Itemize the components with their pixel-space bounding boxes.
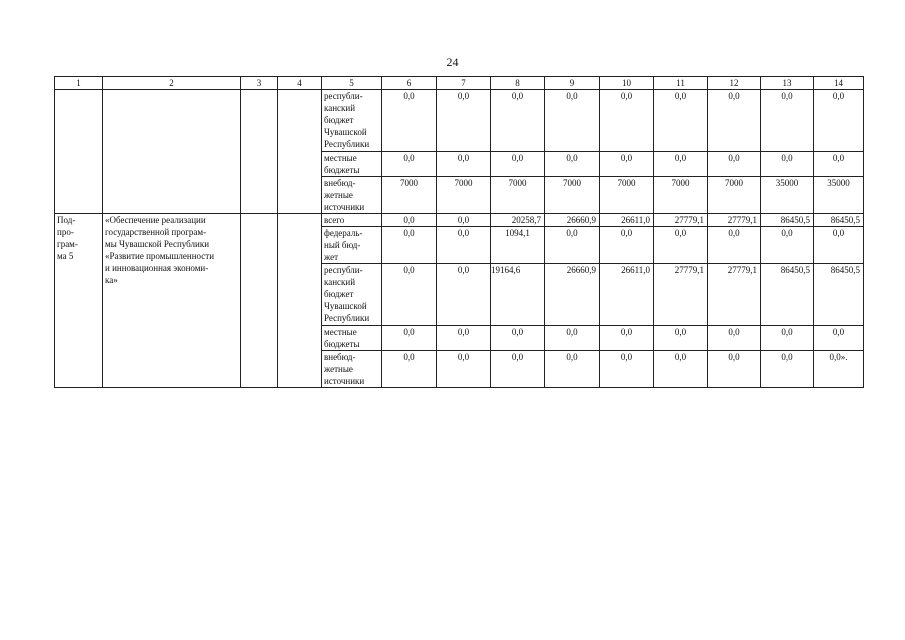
value-cell: 26660,9 <box>545 264 600 326</box>
value-cell: 0,0 <box>814 326 864 351</box>
value-cell: 20258,7 <box>491 214 545 227</box>
value-cell: 0,0 <box>545 227 600 264</box>
funding-source-line: бюджеты <box>324 165 360 175</box>
subprogram-title-line: государственной програм- <box>105 227 207 237</box>
subprogram-label-line: Под- <box>57 215 76 225</box>
value-cell: 0,0 <box>437 152 491 177</box>
value-cell: 86450,5 <box>814 214 864 227</box>
empty-cell <box>278 90 322 214</box>
funding-source-line: Республики <box>324 139 370 149</box>
value-cell: 0,0 <box>600 90 654 152</box>
funding-source-line: республи- <box>324 265 363 275</box>
funding-source-line: бюджет <box>324 289 354 299</box>
column-header: 14 <box>814 77 864 90</box>
value-cell: 0,0 <box>545 326 600 351</box>
value-cell: 0,0 <box>761 152 814 177</box>
value-cell: 0,0 <box>437 326 491 351</box>
value-cell: 0,0 <box>545 90 600 152</box>
value-cell: 7000 <box>600 177 654 214</box>
value-cell: 27779,1 <box>708 214 761 227</box>
value-cell: 0,0 <box>654 351 708 388</box>
funding-source-line: жетные <box>324 364 353 374</box>
value-cell: 86450,5 <box>761 214 814 227</box>
value-cell: 0,0 <box>654 90 708 152</box>
value-cell: 0,0 <box>382 326 437 351</box>
column-header: 9 <box>545 77 600 90</box>
funding-source-line: жет <box>324 252 339 262</box>
value-cell: 0,0 <box>600 152 654 177</box>
value-cell: 0,0 <box>654 152 708 177</box>
column-header: 6 <box>382 77 437 90</box>
empty-cell <box>55 90 103 214</box>
subprogram-label-line: про- <box>57 227 74 237</box>
funding-source-line: внебюд- <box>324 352 356 362</box>
funding-source-cell <box>322 177 382 214</box>
funding-source-line: ный бюд- <box>324 240 361 250</box>
funding-source-line: источники <box>324 376 365 386</box>
column-header: 10 <box>600 77 654 90</box>
value-cell: 0,0 <box>761 90 814 152</box>
funding-source-cell <box>322 152 382 177</box>
value-cell: 0,0 <box>545 351 600 388</box>
funding-source-line: бюджет <box>324 115 354 125</box>
column-header: 5 <box>322 77 382 90</box>
value-cell: 86450,5 <box>761 264 814 326</box>
value-cell: 35000 <box>814 177 864 214</box>
column-header: 1 <box>55 77 103 90</box>
funding-source-line: внебюд- <box>324 178 356 188</box>
value-cell: 0,0 <box>600 326 654 351</box>
value-cell: 86450,5 <box>814 264 864 326</box>
column-header: 7 <box>437 77 491 90</box>
value-cell: 0,0 <box>761 326 814 351</box>
value-cell: 0,0 <box>708 152 761 177</box>
value-cell: 7000 <box>382 177 437 214</box>
funding-source-line: местные <box>324 327 357 337</box>
empty-cell <box>241 90 278 214</box>
value-cell: 26660,9 <box>545 214 600 227</box>
value-cell: 0,0 <box>437 351 491 388</box>
funding-source-cell <box>322 227 382 264</box>
funding-source-line: всего <box>324 215 345 225</box>
page-number: 24 <box>446 55 459 69</box>
value-cell: 0,0 <box>708 227 761 264</box>
column-header: 13 <box>761 77 814 90</box>
value-cell: 0,0 <box>382 152 437 177</box>
funding-source-cell <box>322 264 382 326</box>
subprogram-label-line: ма 5 <box>57 251 74 261</box>
column-header: 11 <box>654 77 708 90</box>
subprogram-title-line: «Обеспечение реализации <box>105 215 206 225</box>
value-cell: 0,0 <box>600 351 654 388</box>
value-cell: 27779,1 <box>708 264 761 326</box>
value-cell: 0,0 <box>814 90 864 152</box>
value-cell: 27779,1 <box>654 264 708 326</box>
subprogram-title-line: и инновационная экономи- <box>105 263 209 273</box>
value-cell: 0,0 <box>708 326 761 351</box>
funding-source-line: Республики <box>324 313 370 323</box>
funding-source-line: местные <box>324 153 357 163</box>
subprogram-title-line: ка» <box>105 275 118 285</box>
subprogram-title-line: «Развитие промышленности <box>105 251 215 261</box>
subprogram-title-line: мы Чувашской Республики <box>105 239 210 249</box>
value-cell: 19164,6 <box>491 264 545 326</box>
subprogram-label-cell <box>55 214 103 388</box>
column-header: 12 <box>708 77 761 90</box>
funding-source-line: республи- <box>324 91 363 101</box>
budget-table <box>54 76 864 388</box>
value-cell: 0,0 <box>437 264 491 326</box>
value-cell: 26611,0 <box>600 264 654 326</box>
value-cell: 0,0 <box>654 227 708 264</box>
funding-source-line: федераль- <box>324 228 363 238</box>
value-cell: 35000 <box>761 177 814 214</box>
funding-source-line: канский <box>324 103 356 113</box>
value-cell: 0,0 <box>761 227 814 264</box>
funding-source-line: Чувашской <box>324 301 367 311</box>
value-cell: 0,0 <box>382 227 437 264</box>
value-cell: 0,0 <box>382 90 437 152</box>
subprogram-title-cell <box>103 214 241 388</box>
value-cell: 1094,1 <box>491 227 545 264</box>
value-cell: 0,0 <box>654 326 708 351</box>
value-cell: 0,0 <box>491 152 545 177</box>
value-cell: 0,0 <box>600 227 654 264</box>
subprogram-label-line: грам- <box>57 239 78 249</box>
value-cell: 7000 <box>708 177 761 214</box>
column-header: 8 <box>491 77 545 90</box>
value-cell: 0,0 <box>491 90 545 152</box>
value-cell: 27779,1 <box>654 214 708 227</box>
value-cell: 0,0 <box>382 264 437 326</box>
funding-source-line: Чувашской <box>324 127 367 137</box>
value-cell: 0,0 <box>437 214 491 227</box>
value-cell: 0,0 <box>545 152 600 177</box>
column-header: 4 <box>278 77 322 90</box>
value-cell: 0,0 <box>491 351 545 388</box>
column-header: 2 <box>103 77 241 90</box>
value-cell: 0,0 <box>761 351 814 388</box>
value-cell: 0,0 <box>814 227 864 264</box>
value-cell: 26611,0 <box>600 214 654 227</box>
value-cell: 0,0 <box>708 90 761 152</box>
funding-source-line: источники <box>324 202 365 212</box>
value-cell: 7000 <box>545 177 600 214</box>
header-row <box>55 77 864 90</box>
value-cell: 7000 <box>437 177 491 214</box>
funding-source-cell <box>322 214 382 227</box>
column-header: 3 <box>241 77 278 90</box>
value-cell: 0,0». <box>814 351 864 388</box>
funding-source-cell <box>322 351 382 388</box>
value-cell: 0,0 <box>814 152 864 177</box>
value-cell: 7000 <box>491 177 545 214</box>
value-cell: 0,0 <box>437 90 491 152</box>
value-cell: 0,0 <box>437 227 491 264</box>
table-row <box>55 90 864 152</box>
value-cell: 0,0 <box>491 326 545 351</box>
funding-source-cell <box>322 90 382 152</box>
empty-cell <box>278 214 322 388</box>
funding-source-line: бюджеты <box>324 339 360 349</box>
table-row <box>55 214 864 227</box>
empty-cell <box>241 214 278 388</box>
funding-source-cell <box>322 326 382 351</box>
value-cell: 0,0 <box>382 214 437 227</box>
empty-cell <box>103 90 241 214</box>
value-cell: 0,0 <box>708 351 761 388</box>
funding-source-line: жетные <box>324 190 353 200</box>
value-cell: 0,0 <box>382 351 437 388</box>
funding-source-line: канский <box>324 277 356 287</box>
value-cell: 7000 <box>654 177 708 214</box>
